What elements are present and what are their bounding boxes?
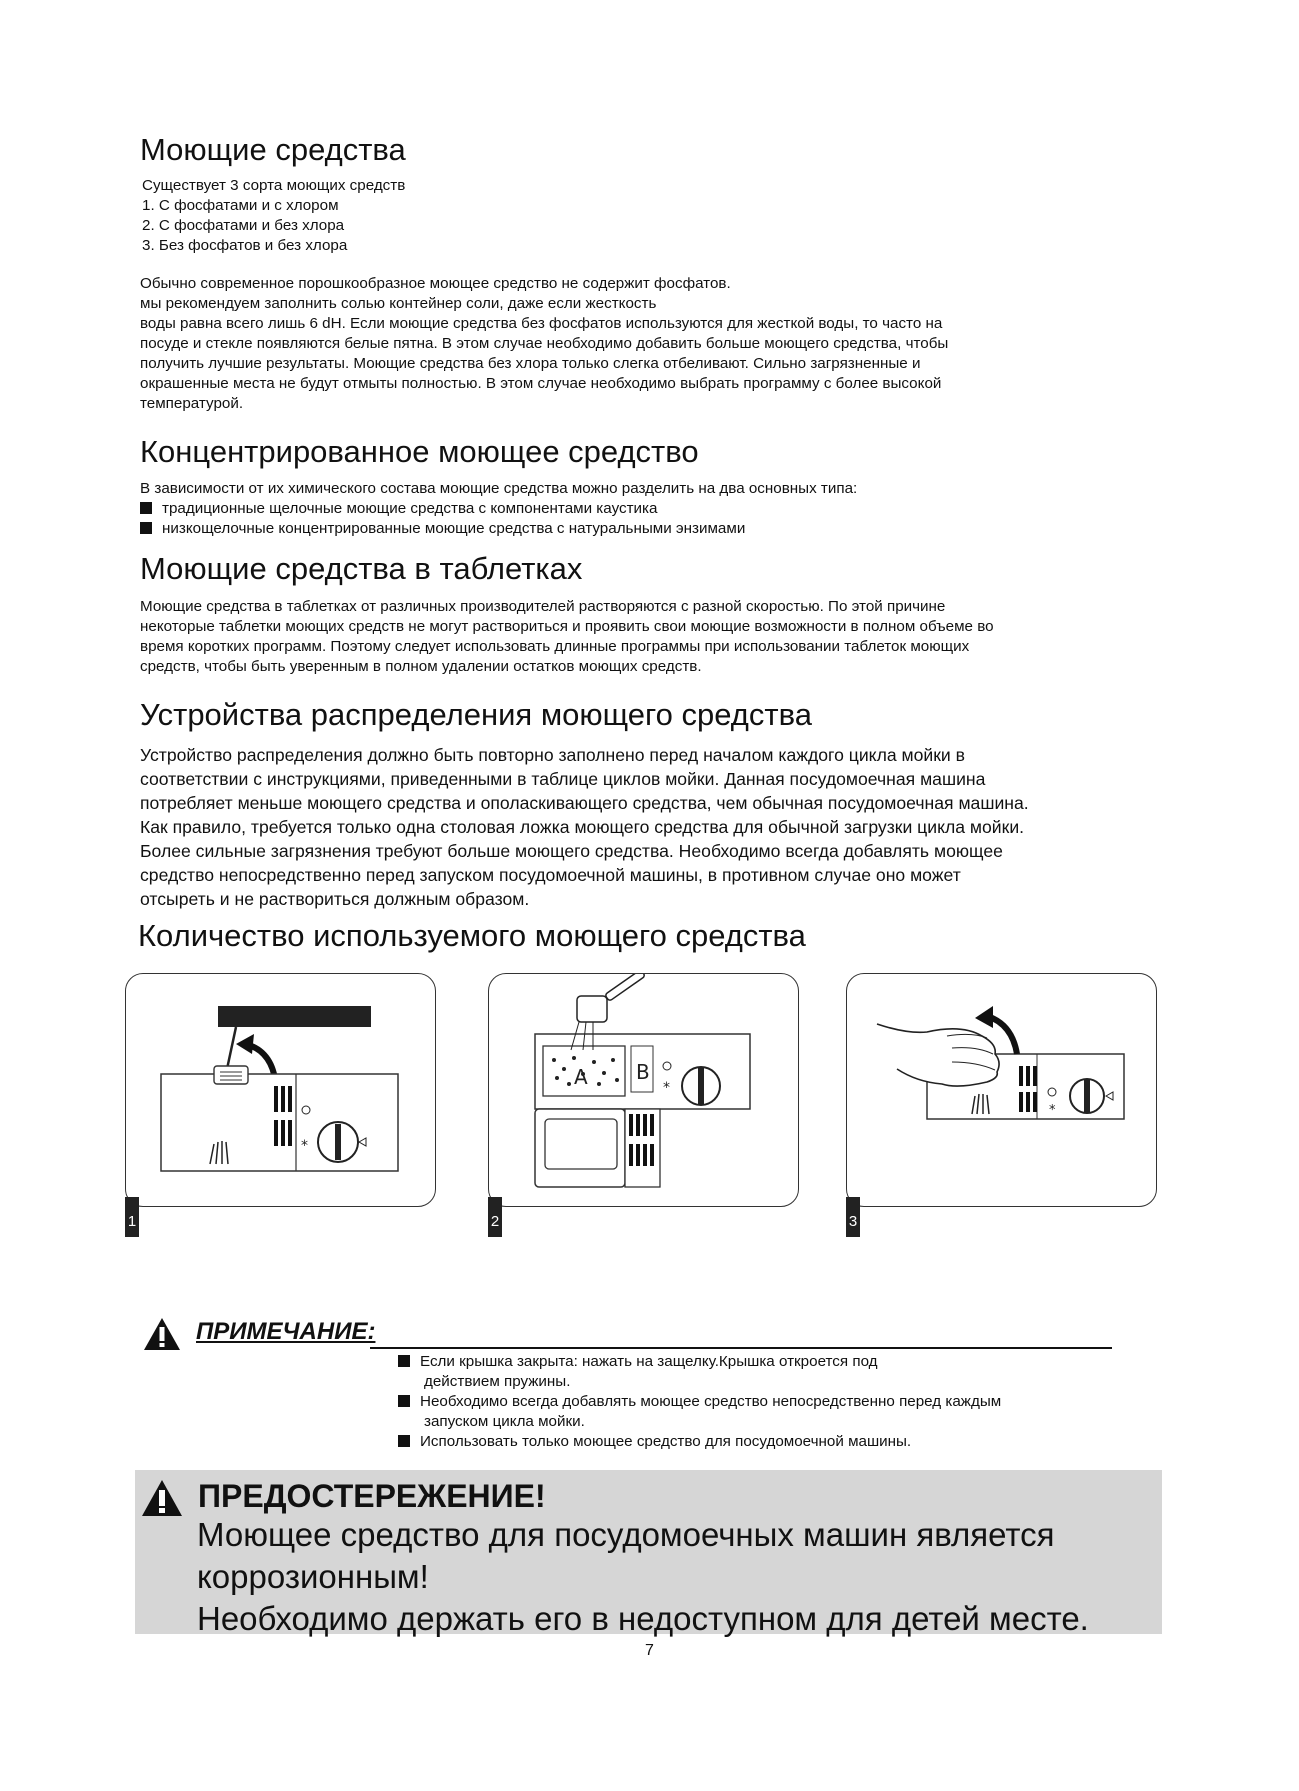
- text-line: воды равна всего лишь 6 dH. Если моющие средства без фосфатов используются для жесткой воды, то часто на: [140, 315, 943, 332]
- bullet-item: [140, 519, 857, 539]
- bullet-text: традиционные щелочные моющие средства с компонентами каустика: [162, 500, 658, 517]
- note-warning-icon: [142, 1316, 182, 1352]
- text-line: окрашенные места не будут отмыты полностью. В этом случае необходимо выбрать программу с более высокой: [140, 375, 942, 392]
- page-number: 7: [645, 1642, 654, 1659]
- text-line: потребляет меньше моющего средства и ополаскивающего средства, чем обычная посудомоечная машина.: [140, 793, 1029, 813]
- warning-line: Моющее средство для посудомоечных машин является: [197, 1516, 1055, 1553]
- figure-3-panel: [846, 973, 1157, 1207]
- bullet-square-icon: [398, 1435, 410, 1447]
- svg-text:*: *: [663, 1080, 670, 1096]
- section-title-tablets: Моющие средства в таблетках: [140, 551, 583, 586]
- figure-1-number: 1: [125, 1197, 139, 1237]
- bullet-square-icon: [398, 1355, 410, 1367]
- list-item: 1. С фосфатами и с хлором: [142, 197, 339, 214]
- note-item: [398, 1352, 1001, 1372]
- detergents-paragraph: [140, 274, 948, 414]
- section-title-quantity: Количество используемого моющего средства: [138, 918, 806, 953]
- list-item: 3. Без фосфатов и без хлора: [142, 237, 348, 254]
- section-title-concentrated: Концентрированное моющее средство: [140, 434, 699, 469]
- text-line: средство непосредственно перед запуском посудомоечной машины, в противном случае оно может: [140, 865, 961, 885]
- figure-1-panel: [125, 973, 436, 1207]
- bullet-item: [140, 499, 857, 519]
- warning-line: Необходимо держать его в недоступном для детей месте.: [197, 1600, 1089, 1637]
- note-text: Необходимо всегда добавлять моющее средство непосредственно перед каждым: [420, 1393, 1002, 1410]
- text-line: Устройство распределения должно быть повторно заполнено перед началом каждого цикла мойки в: [140, 745, 965, 765]
- text-line: средств, чтобы быть уверенным в полном удалении остатков моющих средств.: [140, 658, 702, 675]
- section-title-detergents: Моющие средства: [140, 132, 406, 167]
- text-line: некоторые таблетки моющих средств не могут раствориться и проявить свои моющие возможности в полном объеме во: [140, 618, 994, 635]
- list-intro: Существует 3 сорта моющих средств: [142, 177, 406, 194]
- bullet-square-icon: [140, 502, 152, 514]
- text-line: В зависимости от их химического состава моющие средства можно разделить на два основных типа:: [140, 480, 858, 497]
- detergent-types-list: [142, 176, 405, 256]
- figure-3-number: 3: [846, 1197, 860, 1237]
- note-item: [398, 1392, 1001, 1412]
- svg-text:*: *: [301, 1138, 308, 1154]
- bullet-square-icon: [398, 1395, 410, 1407]
- note-list: [398, 1352, 1001, 1452]
- warning-title: ПРЕДОСТЕРЕЖЕНИЕ!: [198, 1478, 546, 1514]
- text-line: Обычно современное порошкообразное моющее средство не содержит фосфатов.: [140, 275, 731, 292]
- bullet-text: низкощелочные концентрированные моющие средства с натуральными энзимами: [162, 520, 746, 537]
- note-item-cont: действием пружины.: [424, 1373, 571, 1390]
- dispenser-open-latch-illustration: [126, 974, 437, 1208]
- dispenser-close-lid-illustration: [847, 974, 1158, 1208]
- tablets-paragraph: [140, 597, 994, 677]
- dispenser-paragraph: [140, 743, 1029, 911]
- concentrated-text: [140, 479, 857, 539]
- note-text: Использовать только моющее средство для посудомоечной машины.: [420, 1433, 912, 1450]
- text-line: Более сильные загрязнения требуют больше моющего средства. Необходимо всегда добавлять моющее: [140, 841, 1003, 861]
- note-divider: [370, 1347, 1112, 1349]
- note-item: [398, 1432, 1001, 1452]
- section-title-dispenser: Устройства распределения моющего средства: [140, 697, 812, 732]
- svg-text:*: *: [1049, 1103, 1056, 1118]
- note-title: ПРИМЕЧАНИЕ:: [196, 1318, 376, 1345]
- text-line: получить лучшие результаты. Моющие средства без хлора только слегка отбеливают. Сильно загрязненные и: [140, 355, 921, 372]
- text-line: соответствии с инструкциями, приведенными в таблице циклов мойки. Данная посудомоечная машина: [140, 769, 986, 789]
- dispenser-fill-detergent-illustration: [489, 974, 800, 1208]
- text-line: Моющие средства в таблетках от различных производителей растворяются с разной скоростью. По этой причине: [140, 598, 946, 615]
- text-line: температурой.: [140, 395, 244, 412]
- note-item-cont: запуском цикла мойки.: [424, 1413, 585, 1430]
- compartment-a-label: A: [574, 1065, 588, 1089]
- text-line: время коротких программ. Поэтому следует использовать длинные программы при использовании таблеток моющих: [140, 638, 970, 655]
- compartment-b-label: B: [636, 1060, 650, 1084]
- warning-line: коррозионным!: [197, 1558, 429, 1595]
- caution-warning-icon: [140, 1478, 184, 1518]
- warning-text: [197, 1514, 1089, 1640]
- figure-2-number: 2: [488, 1197, 502, 1237]
- text-line: мы рекомендуем заполнить солью контейнер соли, даже если жесткость: [140, 295, 657, 312]
- list-item: 2. С фосфатами и без хлора: [142, 217, 345, 234]
- text-line: отсыреть и не раствориться должным образом.: [140, 889, 530, 909]
- text-line: Как правило, требуется только одна столовая ложка моющего средства для обычной загрузки цикла мойки.: [140, 817, 1025, 837]
- bullet-square-icon: [140, 522, 152, 534]
- text-line: посуде и стекле появляются белые пятна. В этом случае необходимо добавить больше моющего средства, чтобы: [140, 335, 949, 352]
- figure-2-panel: [488, 973, 799, 1207]
- note-text: Если крышка закрыта: нажать на защелку.Крышка откроется под: [420, 1353, 878, 1370]
